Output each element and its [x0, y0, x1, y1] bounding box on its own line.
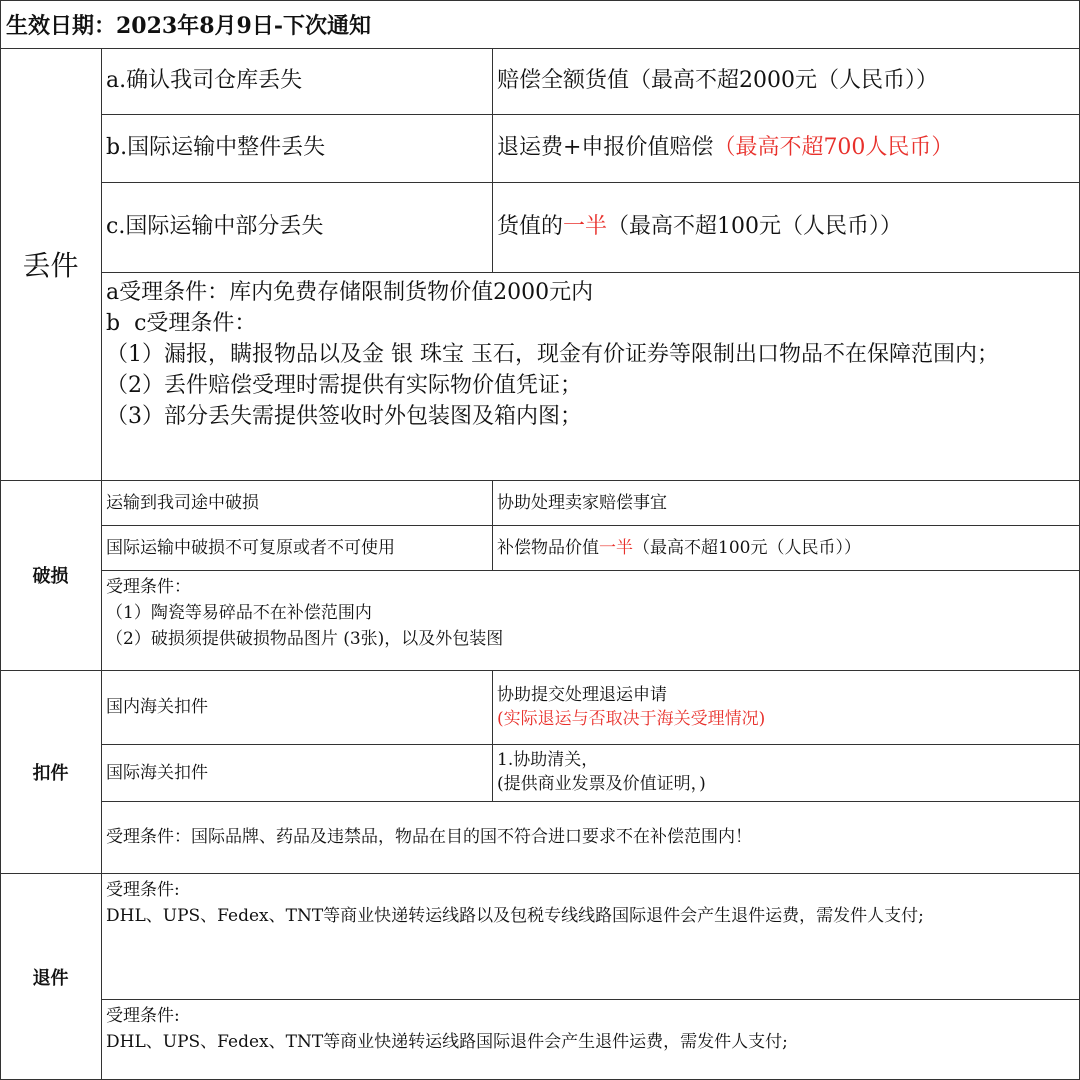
border-top	[0, 0, 1080, 1]
lost-comp-c-post: （最高不超100元（人民币））	[607, 214, 903, 240]
lost-comp-b-text: 退运费+申报价值赔偿	[497, 135, 714, 161]
lost-comp-c-highlight: 一半	[563, 214, 608, 240]
lost-case-b	[101, 115, 492, 182]
returned-block-2-text: DHL、UPS、Fedex、TNT等商业快递转运线路国际退件会产生退件运费，需发件人支付;	[106, 1032, 788, 1052]
category-detained: 扣件	[32, 762, 69, 784]
lost-case-a	[101, 49, 492, 114]
lost-case-a-text: a.确认我司仓库丢失	[106, 68, 303, 94]
lost-condition-line: （3）部分丢失需提供签收时外包装图及箱内图；	[106, 404, 582, 429]
detained-case-1-text: 国内海关扣件	[106, 697, 208, 718]
damage-comp-2-highlight: 一半	[599, 537, 633, 558]
lost-comp-c-line	[497, 214, 1075, 240]
returned-block-1-label: 受理条件:	[106, 880, 180, 900]
lost-case-c-text: c.国际运输中部分丢失	[106, 214, 324, 240]
damage-comp-2-pre: 补偿物品价值	[497, 537, 599, 558]
damage-conditions	[101, 571, 1080, 670]
lost-comp-b-line	[497, 135, 1075, 161]
damage-comp-2-post: （最高不超100元（人民币））	[633, 537, 861, 558]
returned-block-2	[101, 1000, 1080, 1079]
damage-comp-1	[492, 481, 1080, 525]
damage-case-2-text: 国际运输中破损不可复原或者不可使用	[106, 537, 395, 558]
detained-case-2	[101, 745, 492, 801]
damage-comp-2-line	[497, 538, 1075, 558]
lost-comp-a-text: 赔偿全额货值（最高不超2000元（人民币））	[497, 68, 938, 94]
damage-case-1	[101, 481, 492, 525]
lost-condition-line: a受理条件：库内免费存储限制货物价值2000元内	[106, 280, 594, 305]
detained-conditions	[101, 802, 1080, 873]
detained-conditions-text: 受理条件：国际品牌、药品及违禁品，物品在目的国不符合进口要求不在补偿范围内！	[106, 827, 752, 848]
damage-condition-line: 受理条件：	[106, 577, 191, 597]
returned-block-2-label: 受理条件:	[106, 1006, 180, 1026]
damage-case-2	[101, 526, 492, 570]
lost-comp-c	[492, 183, 1080, 272]
detained-comp-2-line2: (提供商业发票及价值证明，)	[497, 774, 706, 794]
effective-date-header: 生效日期：2023年8月9日-下次通知	[6, 12, 371, 39]
lost-comp-b-highlight: （最高不超700人民币）	[713, 135, 954, 161]
lost-comp-a	[492, 49, 1080, 114]
lost-comp-b	[492, 115, 1080, 182]
detained-case-2-text: 国际海关扣件	[106, 762, 208, 783]
detained-comp-1-line1: 协助提交处理退运申请	[497, 684, 667, 705]
damage-comp-2	[492, 526, 1080, 570]
lost-condition-line: b c受理条件：	[106, 311, 257, 336]
detained-comp-1	[492, 671, 1080, 744]
damage-case-1-text: 运输到我司途中破损	[106, 492, 259, 513]
lost-comp-c-pre: 货值的	[497, 214, 564, 240]
lost-case-c	[101, 183, 492, 272]
damage-condition-line: （1）陶瓷等易碎品不在补偿范围内	[106, 603, 372, 623]
category-returned: 退件	[32, 967, 69, 989]
detained-comp-1-highlight: (实际退运与否取决于海关受理情况)	[497, 708, 766, 729]
category-lost: 丢件	[22, 249, 79, 282]
damage-condition-line: （2）破损须提供破损物品图片 (3张)，以及外包装图	[106, 629, 504, 649]
returned-block-1	[101, 874, 1080, 999]
category-damage: 破损	[32, 566, 69, 587]
detained-comp-2	[492, 745, 1080, 801]
returned-block-1-text: DHL、UPS、Fedex、TNT等商业快递转运线路以及包税专线线路国际退件会产生退件运费，需发件人支付;	[106, 906, 924, 926]
lost-conditions	[101, 273, 1080, 480]
damage-comp-1-text: 协助处理卖家赔偿事宜	[497, 492, 667, 513]
detained-case-1	[101, 671, 492, 744]
lost-condition-line: （2）丢件赔偿受理时需提供有实际物价值凭证；	[106, 373, 582, 398]
detained-comp-2-line1: 1.协助清关，	[497, 750, 599, 771]
lost-condition-line: （1）漏报，瞒报物品以及金 银 珠宝 玉石，现金有价证券等限制出口物品不在保障范围内；	[106, 342, 999, 367]
lost-case-b-text: b.国际运输中整件丢失	[106, 135, 326, 161]
